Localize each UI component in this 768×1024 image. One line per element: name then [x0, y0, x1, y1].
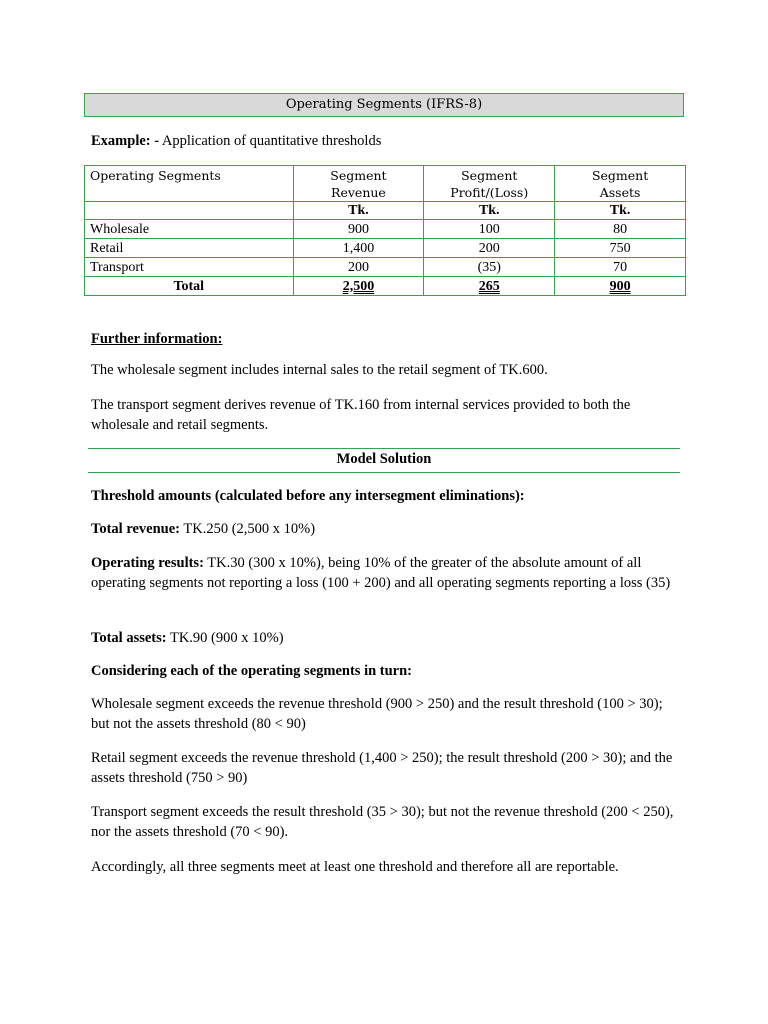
further-information-heading: Further information:	[91, 331, 223, 347]
document-title: Operating Segments (IFRS-8)	[84, 93, 684, 117]
segment-name: Wholesale	[85, 220, 294, 239]
further-paragraph-1: The wholesale segment includes internal sales to the retail segment of TK.600.	[91, 362, 548, 378]
total-profit: 265	[424, 277, 555, 296]
table-header-row	[85, 166, 686, 202]
units-cell	[85, 202, 294, 220]
header-segment-revenue: Segment Revenue	[293, 166, 424, 202]
segment-profit: 100	[424, 220, 555, 239]
model-divider-top	[88, 448, 680, 449]
example-text: Application of quantitative thresholds	[159, 133, 382, 149]
units-cell: Tk.	[555, 202, 686, 220]
total-assets: 900	[555, 277, 686, 296]
table-row	[85, 258, 686, 277]
segment-revenue: 900	[293, 220, 424, 239]
segment-profit: 200	[424, 239, 555, 258]
model-divider-bottom	[88, 472, 680, 473]
total-revenue-line: Total revenue: TK.250 (2,500 x 10%)	[91, 521, 316, 537]
threshold-heading: Threshold amounts (calculated before any intersegment eliminations):	[91, 488, 525, 504]
header-segment-assets: Segment Assets	[555, 166, 686, 202]
segment-assets: 70	[555, 258, 686, 277]
example-label: Example: -	[91, 133, 160, 149]
segment-revenue: 200	[293, 258, 424, 277]
table-row	[85, 239, 686, 258]
units-cell: Tk.	[424, 202, 555, 220]
segment-revenue: 1,400	[293, 239, 424, 258]
conclusion-paragraph: Accordingly, all three segments meet at least one threshold and therefore all are reportable.	[91, 859, 619, 875]
table-units-row	[85, 202, 686, 220]
header-segment-profit: Segment Profit/(Loss)	[424, 166, 555, 202]
segment-assets: 80	[555, 220, 686, 239]
total-revenue: 2,500	[293, 277, 424, 296]
segment-profit: (35)	[424, 258, 555, 277]
segment-assets: 750	[555, 239, 686, 258]
model-solution-heading: Model Solution	[336, 451, 432, 467]
table-row	[85, 220, 686, 239]
total-assets-line: Total assets: TK.90 (900 x 10%)	[91, 630, 284, 646]
header-operating-segments: Operating Segments	[85, 166, 294, 202]
units-cell: Tk.	[293, 202, 424, 220]
operating-results-paragraph: Operating results: TK.30 (300 x 10%), being 10% of the greater of the absolute amount of all operating segments not reporting a loss (100 + 200) and all operating segments reporting a loss (35)	[91, 555, 671, 591]
considering-heading: Considering each of the operating segments in turn:	[91, 663, 413, 679]
wholesale-paragraph: Wholesale segment exceeds the revenue threshold (900 > 250) and the result threshold (100 > 30); but not the assets threshold (80 < 90)	[91, 696, 663, 732]
transport-paragraph: Transport segment exceeds the result threshold (35 > 30); but not the revenue threshold (200 < 250), nor the assets threshold (70 < 90).	[91, 804, 674, 840]
table-total-row	[85, 277, 686, 296]
retail-paragraph: Retail segment exceeds the revenue threshold (1,400 > 250); the result threshold (200 > 30); and the assets threshold (750 > 90)	[91, 750, 673, 786]
segments-table	[84, 165, 686, 296]
segment-name: Transport	[85, 258, 294, 277]
total-label: Total	[85, 277, 294, 296]
example-line	[91, 133, 381, 150]
segment-name: Retail	[85, 239, 294, 258]
further-paragraph-2: The transport segment derives revenue of TK.160 from internal services provided to both the wholesale and retail segments.	[91, 397, 631, 433]
